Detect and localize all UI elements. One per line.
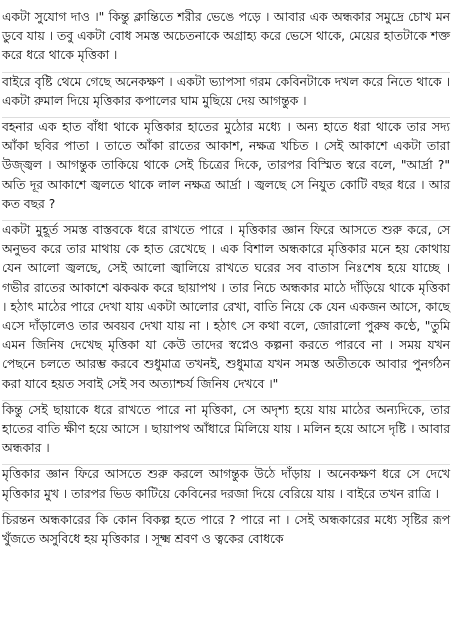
paragraph-7: চিরন্তন অন্ধকারের কি কোন বিকল্প হতে পারে ? পারে না । সেই অন্ধকারের মধ্যে সৃষ্টির রূপ খুঁজতে অসুবিধে হয় মৃত্তিকার । সূক্ষ্ম শ্রবণ ও ত্বকের বোধকে bbox=[2, 512, 450, 547]
paragraph-6: মৃত্তিকার জ্ঞান ফিরে আসতে শুরু করলে আগন্তুক উঠে দাঁড়ায় । অনেকক্ষণ ধরে সে দেখে মৃত্তিকার মুখ । তারপর ভিড কাটিয়ে কেবিনের দরজা দিয়ে বেরিয়ে যায় । বাইরে তখন রাত্রি । bbox=[2, 467, 450, 501]
paragraph-3: বহনার এক হাত বাঁধা থাকে মৃত্তিকার হাতের মুঠোর মধ্যে । অন্য হাতে ধরা থাকে তার সদ্য আঁকা ছবির পাতা । তাতে আঁকা রাতের আকাশ, নক্ষত্র খচিত । সেই আকাশে একটা তারা উজ্জ্বল । আগন্তুক তাকিয়ে থাকে সেই চিত্রের দিকে, তারপর বিস্মিত স্বরে বলে, "আর্দ্রা ?" অতি দূর আকাশে জ্বলতে থাকে লাল নক্ষত্র আর্দ্রা । জ্বলছে সে নিযুত কোটি বছর ধরে । আর কত বছর ? bbox=[2, 120, 450, 211]
paragraph-5: কিন্তু সেই ছায়াকে ধরে রাখতে পারে না মৃত্তিকা, সে অদৃশ্য হয়ে যায় মাঠের অন্যদিকে, তার হাতের বাতি ক্ষীণ হয়ে আসে । ছায়াপথ আঁধারে মিলিয়ে যায় । মলিন হয়ে আসে দৃষ্টি । আবার অন্ধকার । bbox=[2, 402, 450, 456]
paragraph-4: একটা মুহূর্ত সমস্ত বাস্তবকে ধরে রাখতে পারে । মৃত্তিকার জ্ঞান ফিরে আসতে শুরু করে, সে অনুভব করে তার মাথায় কে হাত রেখেছে । এক বিশাল অন্ধকারে মৃত্তিকার মনে হয় কোথায় যেন আলো জ্বলছে, সেই আলো জ্বালিয়ে রাখতে ঘরের সব বাতাস নিঃশেষ হয়ে যাচ্ছে । গভীর রাতের আকাশে ঝকঝক করে ছায়াপথ । তার নিচে অন্ধকার মাঠে দাঁড়িয়ে থাকে মৃত্তিকা । হঠাৎ মাঠের পারে দেখা যায় একটা আলোর রেখা, বাতি নিয়ে কে যেন একজন আসে, কাছে এসে দাঁড়ালেও তার অবয়ব দেখা যায় না । হঠাৎ সে কথা বলে, জোরালো পুরুষ কণ্ঠে, "তুমি এমন জিনিষ দেখেছ মৃত্তিকা যা কেউ তাদের স্বপ্নেও কল্পনা করতে পারবে না । সময় যখন পেছনে চলতে আরম্ভ করবে শুধুমাত্র তখনই, শুধুমাত্র যখন সমস্ত অতীতকে আবার পুনর্গঠন করা যাবে হয়ত সবাই সেই সব অত্যাশ্চর্য জিনিষ দেখবে ।" bbox=[2, 223, 450, 391]
paragraph-2: বাইরে বৃষ্টি থেমে গেছে অনেকক্ষণ । একটা ভ্যাপসা গরম কেবিনটাকে দখল করে নিতে থাকে । একটা রুমাল দিয়ে মৃত্তিকার কপালের ঘাম মুছিয়ে দেয় আগন্তুক । bbox=[2, 74, 450, 108]
paragraph-1: একটা সুযোগ দাও ।" কিন্তু ক্লান্তিতে শরীর ভেঙে পড়ে । আবার এক অন্ধকার সমুদ্রে চোখ মন ডুবে যায় । তবু একটা বোধ সমস্ত অচেতনাকে অগ্রাহ্য করে ভেসে থাকে, মেয়ের হাতটাকে শক্ত করে ধরে থাকে মৃত্তিকা । bbox=[2, 10, 450, 63]
